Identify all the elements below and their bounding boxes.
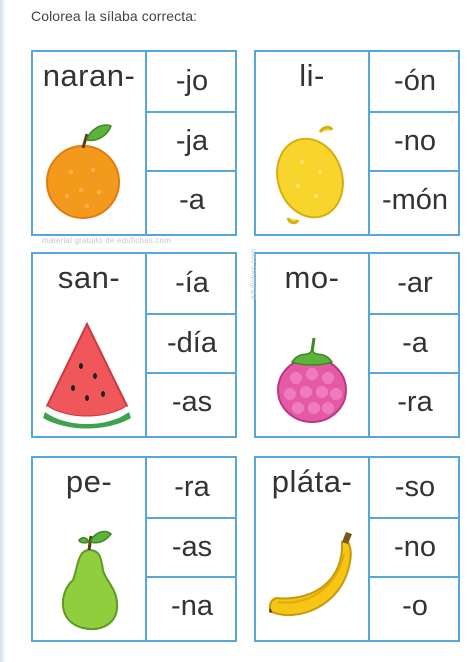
- syllable-option[interactable]: -a: [147, 170, 237, 229]
- instruction-text: Colorea la sílaba correcta:: [31, 8, 198, 24]
- syllable-option[interactable]: -día: [147, 313, 237, 372]
- watermark-text: edufichas.com: [249, 248, 258, 300]
- syllable-option[interactable]: -so: [394, 471, 436, 503]
- orange-icon: [43, 112, 135, 227]
- syllable-option[interactable]: -no: [370, 517, 460, 576]
- banana-icon: [266, 518, 358, 633]
- syllable-options: [145, 254, 237, 436]
- syllable-card-limon: [254, 50, 460, 236]
- syllable-option[interactable]: -món: [370, 170, 460, 229]
- watermark-text: material gratuito de edufichas.com: [42, 236, 172, 245]
- syllable-option[interactable]: -no: [370, 111, 460, 170]
- word-stem: li-: [299, 58, 325, 93]
- syllable-options: [145, 458, 237, 640]
- syllable-card-sandia: [31, 252, 237, 438]
- word-stem: san-: [57, 260, 121, 295]
- word-panel: [33, 52, 145, 234]
- word-panel: [33, 458, 145, 640]
- pear-icon: [43, 518, 135, 633]
- word-stem: mo-: [284, 260, 340, 295]
- syllable-option[interactable]: -ar: [397, 267, 433, 299]
- syllable-options: [368, 52, 460, 234]
- watermelon-icon: [43, 314, 135, 429]
- lemon-icon: [266, 112, 358, 227]
- syllable-option[interactable]: -as: [147, 372, 237, 431]
- syllable-card-pera: [31, 456, 237, 642]
- syllable-card-mora: [254, 252, 460, 438]
- syllable-options: [145, 52, 237, 234]
- word-panel: [256, 458, 368, 640]
- word-panel: [33, 254, 145, 436]
- syllable-card-naranja: [31, 50, 237, 236]
- word-panel: [256, 254, 368, 436]
- syllable-option[interactable]: -ra: [174, 471, 210, 503]
- syllable-option[interactable]: -as: [147, 517, 237, 576]
- syllable-option[interactable]: -ía: [175, 267, 209, 299]
- syllable-options: [368, 254, 460, 436]
- word-stem: naran-: [42, 58, 136, 93]
- page-edge: [0, 0, 6, 662]
- word-stem: pláta-: [271, 464, 353, 499]
- syllable-option[interactable]: -na: [147, 576, 237, 635]
- word-panel: [256, 52, 368, 234]
- syllable-option[interactable]: -ra: [370, 372, 460, 431]
- raspberry-icon: [266, 314, 358, 429]
- syllable-option[interactable]: -a: [370, 313, 460, 372]
- syllable-option[interactable]: -o: [370, 576, 460, 635]
- syllable-option[interactable]: -jo: [175, 65, 209, 97]
- syllable-options: [368, 458, 460, 640]
- syllable-option[interactable]: -ja: [147, 111, 237, 170]
- word-stem: pe-: [65, 464, 113, 499]
- syllable-option[interactable]: -ón: [394, 65, 436, 97]
- syllable-card-platano: [254, 456, 460, 642]
